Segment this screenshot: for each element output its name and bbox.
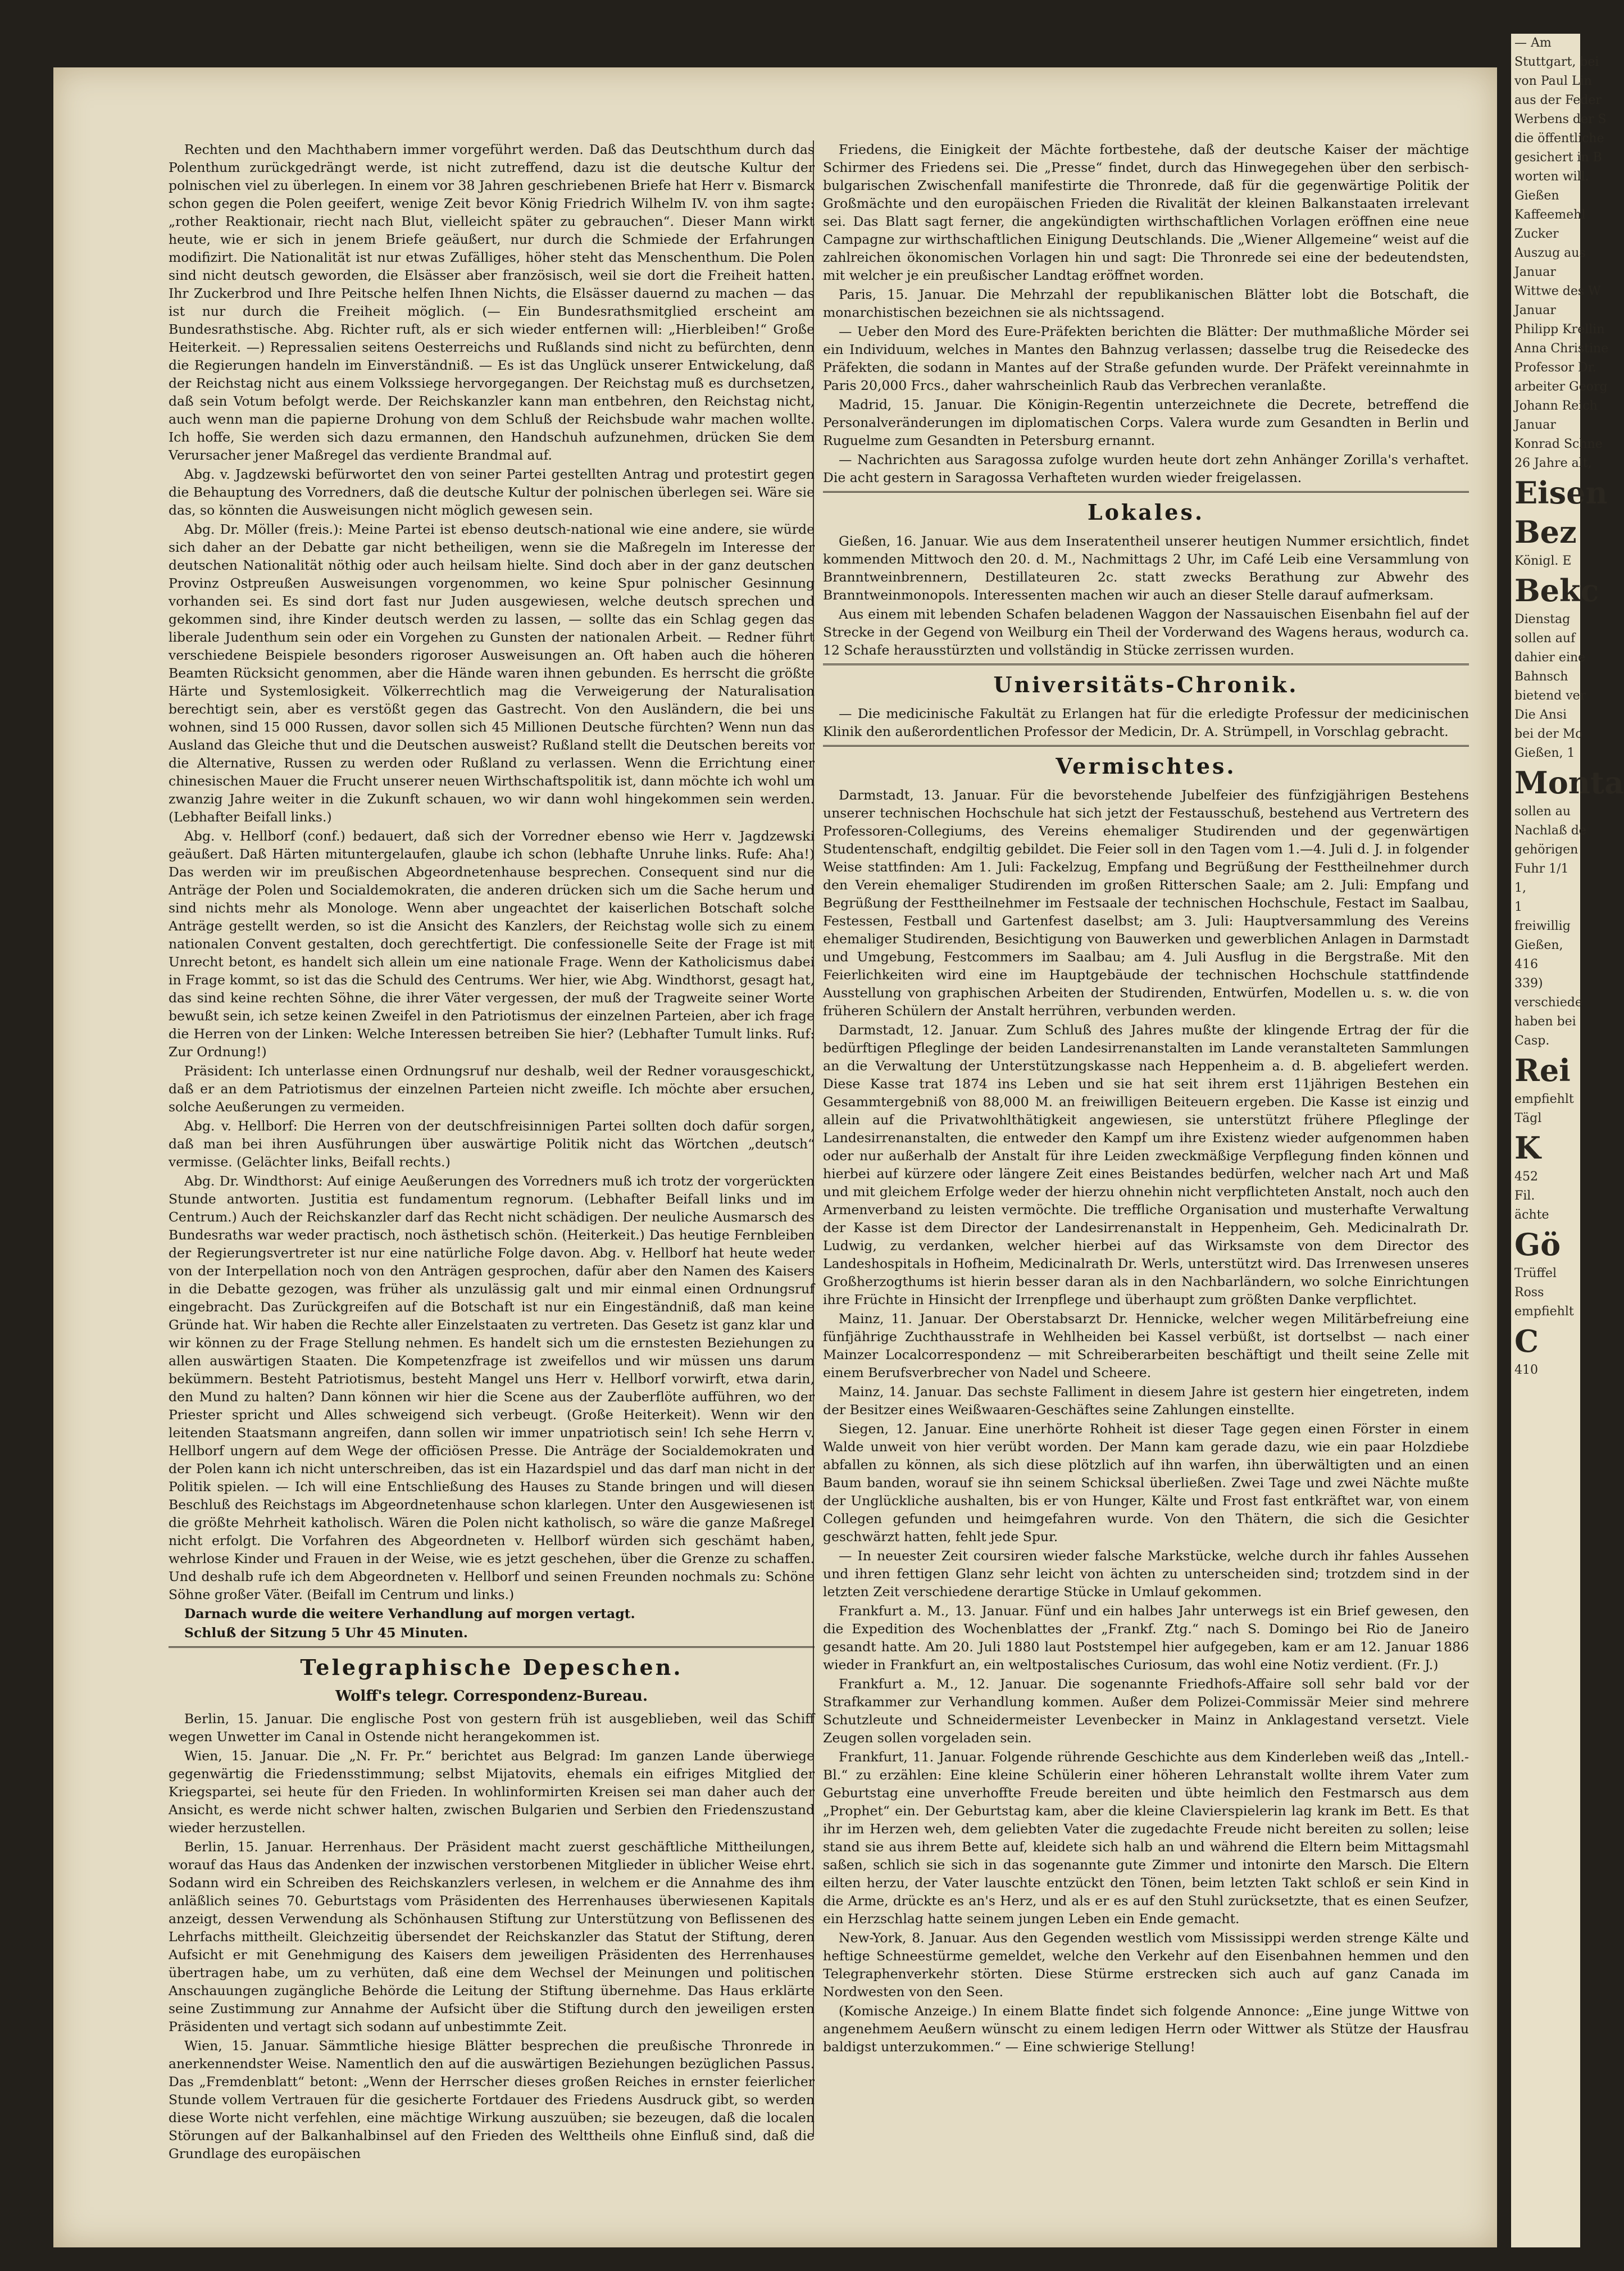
section-rule bbox=[823, 745, 1469, 747]
miscellaneous-news-item: Darmstadt, 12. Januar. Zum Schluß des Jahres mußte der klingende Ertrag der für die bedürftigen Pfleglinge der beiden Landesirrenanstalten im Lande veranstalteten Sammlungen an die Verwaltung der Unterstützungskasse nach Heppenheim a. d. B. abgeliefert werden. Diese Kasse trat 1874 ins Leben und sie hat seit ihrem erst 11jährigen Bestehen ein Gesammtergebniß von 88,000 M. an freiwilligen Beiteuern ergeben. Die Kasse ist einzig und allein auf die Privatwohlthätigkeit angewiesen, sie unterstützt frühere Pfleglinge der Landesirrenanstalten, die entweder den Kampf um ihre Existenz wieder aufgenommen haben oder nur außerhalb der Anstalt für ihre Leiden zweckmäßige Verpflegung finden können und hierbei auf kürzere oder längere Zeit eines Beistandes bedürfen, welcher nach Art und Maß und mit gleichem Erfolge weder der hierzu ohnehin nicht verpflichteten Anstalt, noch auch den Armenverband zu leisten vermöchte. Die treffliche Organisation und musterhafte Verwaltung der Kasse ist dem Director der Landesirrenanstalt in Heppenheim, Geh. Medicinalrath Dr. Ludwig, zu verdanken, welcher hierbei auf das Wirksamste von dem Director des Landeshospitals in Hofheim, Medicinalrath Dr. Werls, unterstützt wird. Das Irrenwesen unseres Großherzogthums ist hierin besser daran als in den Nachbarländern, wo solche Einrichtungen ihre Früchte in Hinsicht der Irrenpflege und überhaupt zum größten Danke verpflichtet. bbox=[823, 1022, 1469, 1307]
neighbor-text-line: Januar bbox=[1514, 265, 1556, 279]
neighbor-text-line: sollen auf bbox=[1514, 632, 1576, 646]
article-paragraph: Abg. v. Jagdzewski befürwortet den von seiner Partei gestellten Antrag und protestirt gegen die Behauptung des Vorredners, daß die deutsche Kultur der polnischen überlegen sei. Wäre sie das, so könnten die Ausweisungen nicht möglich gewesen sein. bbox=[169, 466, 815, 518]
neighbor-text-line: sollen au bbox=[1514, 805, 1571, 819]
section-title-telegrams: Telegraphische Depeschen. bbox=[300, 1655, 683, 1680]
neighbor-text-line: Fuhr 1/1 bbox=[1514, 862, 1569, 876]
neighbor-text-line: empfiehlt bbox=[1514, 1305, 1574, 1319]
neighbor-text-line: freiwillig bbox=[1514, 919, 1571, 933]
neighbor-text-line: Rei bbox=[1514, 1052, 1571, 1088]
telegram-item: Paris, 15. Januar. Die Mehrzahl der republikanischen Blätter lobt die Botschaft, die monarchistischen bezeichnen sie als nichtssagend. bbox=[823, 287, 1469, 320]
neighbor-text-line: Bekc bbox=[1514, 573, 1599, 608]
neighbor-text-line: arbeiter Georg bbox=[1514, 380, 1608, 394]
telegram-item: Wien, 15. Januar. Die „N. Fr. Pr.“ berichtet aus Belgrad: Im ganzen Lande überwiege gegenwärtig die Friedensstimmung; selbst Mijatovits, ehemals ein eifriges Mitglied der Kriegspartei, sei heute für den Frieden. In wohlinformirten Kreisen sei man daher auch der Ansicht, es werde nicht schwer halten, zwischen Bulgarien und Serbien den Friedenszustand wieder herzustellen. bbox=[169, 1748, 815, 1836]
local-news-item: Gießen, 16. Januar. Wie aus dem Inseratentheil unserer heutigen Nummer ersichtlich, findet kommenden Mittwoch den 20. d. M., Nachmittags 2 Uhr, im Café Leib eine Versammlung von Branntweinbrennern, Destillateuren 2c. statt zwecks Berathung zur Abwehr des Branntweinmonopols. Interessenten machen wir auch an dieser Stelle darauf aufmerksam. bbox=[823, 533, 1469, 603]
telegram-item: Wien, 15. Januar. Sämmtliche hiesige Blätter besprechen die preußische Thronrede in anerkennendster Weise. Namentlich den auf die auswärtigen Beziehungen bezüglichen Passus. Das „Fremdenblatt“ betont: „Wenn der Herrscher dieses großen Reiches in ernster feierlicher Stunde vollem Vertrauen für die gesicherte Fortdauer des Friedens Ausdruck gibt, so werden diese Worte nicht verfehlen, eine mächtige Wirkung auszuüben; sie bezeugen, daß die localen Störungen auf der Balkanhalbinsel auf den Frieden des Welttheils ohne Einfluß sind, daß die Grundlage des europäischen bbox=[169, 2038, 815, 2161]
parliament-report bbox=[169, 140, 815, 1642]
neighbor-text-line: bietend ver bbox=[1514, 689, 1586, 703]
local-news-item: Aus einem mit lebenden Schafen beladenen Waggon der Nassauischen Eisenbahn fiel auf der Strecke in der Gegend von Weilburg ein Theil der Vorderwand des Wagens heraus, wodurch ca. 12 Schafe herausstürzten und vollständig in Stücke zerrissen wurden. bbox=[823, 606, 1469, 658]
article-paragraph: Abg. Dr. Windthorst: Auf einige Aeußerungen des Vorredners muß ich trotz der vorgerückten Stunde antworten. Justitia est fundamentum regnorum. (Lebhafter Beifall links und im Centrum.) Auch der Reichskanzler darf das Recht nicht schädigen. Der neuliche Ausmarsch des Bundesraths war weder practisch, noch ästhetisch schön. (Heiterkeit.) Das heutige Fernbleiben der Regierungsvertreter ist nur eine natürliche Folge davon. Abg. v. Hellborf hat heute weder von der Interpellation noch von den Anträgen gesprochen, dafür aber den Namen des Kaisers in die Debatte gezogen, was früher als unzulässig galt und mir einmal einen Ordnungsruf eingebracht. Das Zurückgreifen auf die Botschaft ist nur ein Eingeständniß, daß man keine Gründe hat. Wir haben die Rechte aller Einzelstaaten zu vertreten. Das Gesetz ist ganz klar und wir können zu der Frage Stellung nehmen. Es handelt sich um die ernstesten Beziehungen zu allen auswärtigen Staaten. Die Kompetenzfrage ist zweifellos und wir müssen uns darum bekümmern. Besteht Patriotismus, besteht Mangel uns Herr v. Hellborf vorwirft, etwa darin, den Mund zu halten? Dann können wir hier die Scene aus der Zauberflöte aufführen, wo der Priester spricht und Alles schweigend sich verbeugt. (Große Heiterkeit). Wenn wir den leitenden Staatsmann angreifen, dann sollen wir immer unpatriotisch sein! Ich sehe Herrn v. Hellborf ungern auf dem Wege der officiösen Presse. Die Anträge der Socialdemokraten und der Polen kann ich nicht unterschreiben, das ist ein Hazardspiel und das darf man nicht in der Politik spielen. — Ich will eine Entschließung des Hauses zu Stande bringen und will diesen Beschluß des Reichstags im Abgeordnetenhause schon klarlegen. Unter den Ausgewiesenen ist die größte Mehrheit katholisch. Wären die Polen nicht katholisch, so wäre die ganze Maßregel nicht erfolgt. Die Vorfahren des Abgeordneten v. Hellborf würden sich geschämt haben, wehrlose Kinder und Frauen in der Weise, wie es jetzt geschehen, über die Grenze zu schaffen. Und deshalb rufe ich dem Abgeordneten v. Hellborf und seinen Freunden nochmals zu: Schöne Söhne großer Väter. (Beifall im Centrum und links.) bbox=[169, 1173, 815, 1602]
article-paragraph: Rechten und den Machthabern immer vorgeführt werden. Daß das Deutschthum durch das Polenthum zurückgedrängt werde, ist nicht zutreffend, dazu ist die deutsche Kultur der polnischen viel zu überlegen. In einem vor 38 Jahren geschriebenen Briefe hat Herr v. Bismarck schon gegen die Polen geeifert, wenige Zeit bevor König Friedrich Wilhelm IV. von ihm sagte: „rother Reaktionair, riecht nach Blut, vielleicht später zu gebrauchen“. Dieser Mann wirkt heute, wie er sich in jenem Briefe geäußert, nur durch die Schmiede der Erfahrungen modifizirt. Die Nationalität ist nur etwas Zufälliges, höher steht das Menschenthum. Die Polen sind nicht deutsch geworden, die Elsässer aber französisch, weil sie dort die Freiheit hatten. Ihr Zuckerbrod und Ihre Peitsche helfen Ihnen Nichts, die Elsässer dauernd zu machen — das ist nur durch die Freiheit möglich. (— Ein Bundesrathsmitglied erscheint am Bundesrathstische. Abg. Richter ruft, als er sich wieder entfernen will: „Hierbleiben!“ Große Heiterkeit. —) Repressalien seitens Oesterreichs und Rußlands sind nicht zu befürchten, denn die Regierungen handeln im Einverständniß. — Es ist das Unglück unserer Entwickelung, daß der Reichstag nicht aus einem Volkssiege hervorgegangen. Der Reichstag muß es durchsetzen, daß sein Votum befolgt werde. Der Reichskanzler kann man entbehren, den Reichstag nicht, auch wenn man die papierne Drohung von dem Schluß der Reichsbude wahr machen wollte. Ich hoffe, Sie werden sich dazu ermannen, den Handschuh aufzunehmen, drücken Sie dem Verursacher jener Maßregel das verdiente Brandmal auf. bbox=[169, 142, 815, 463]
university-news-item: — Die medicinische Fakultät zu Erlangen hat für die erledigte Professur der medicinischen Klinik den außerordentlichen Professor der Medicin, Dr. A. Strümpell, in Vorschlag gebracht. bbox=[823, 706, 1469, 739]
left-column bbox=[169, 140, 815, 2164]
neighbor-text-line: die öffentliche bbox=[1514, 131, 1604, 146]
neighbor-text-line: 339) bbox=[1514, 976, 1543, 991]
miscellaneous-news-item: Mainz, 14. Januar. Das sechste Falliment in diesem Jahre ist gestern hier eingetreten, indem der Besitzer eines Weißwaaren-Geschäftes seine Zahlungen einstellte. bbox=[823, 1384, 1469, 1418]
neighbor-text-line: 26 Jahre alt, bbox=[1514, 456, 1592, 470]
section-title-vermischtes: Vermischtes. bbox=[1056, 753, 1236, 779]
telegram-item: Berlin, 15. Januar. Die englische Post von gestern früh ist ausgeblieben, weil das Schiff wegen Unwetter im Canal in Ostende nicht herangekommen ist. bbox=[169, 1711, 815, 1745]
section-rule bbox=[169, 1646, 815, 1648]
miscellaneous-news-item: Frankfurt a. M., 12. Januar. Die sogenannte Friedhofs-Affaire soll sehr bald vor der Strafkammer zur Verhandlung kommen. Außer dem Polizei-Commissär Meier sind mehrere Schutzleute und Schneidermeister Levenbecker in Mainz in Anklagestand versetzt. Viele Zeugen sollen vorgeladen sein. bbox=[823, 1676, 1469, 1746]
neighbor-text-line: ächte bbox=[1514, 1208, 1549, 1222]
neighbor-text-line: bei der Mo bbox=[1514, 727, 1583, 741]
neighbor-text-line: Die Ansi bbox=[1514, 708, 1567, 722]
neighbor-text-line: Januar bbox=[1514, 418, 1556, 432]
neighbor-text-line: empfiehlt bbox=[1514, 1092, 1574, 1106]
neighbor-text-line: Professor Dr. bbox=[1514, 361, 1596, 375]
neighbor-text-line: Königl. E bbox=[1514, 554, 1572, 568]
neighbor-text-line: Ross bbox=[1514, 1286, 1544, 1300]
article-paragraph: Darnach wurde die weitere Verhandlung auf morgen vertagt. bbox=[184, 1606, 635, 1622]
telegram-item: — Ueber den Mord des Eure-Präfekten berichten die Blätter: Der muthmaßliche Mörder sei ein Individuum, welches in Mantes den Bahnzug verlassen; dasselbe trug die Reisedecke des Präfekten, die sodann in Mantes auf der Straße gefunden wurde. Der Präfekt vereinnahmte in Paris 20,000 Frcs., daher wahrscheinlich Raub das Verbrechen veranlaßte. bbox=[823, 324, 1469, 393]
neighbor-text-line: Gießen bbox=[1514, 189, 1559, 203]
section-title-universitaets-chronik: Universitäts-Chronik. bbox=[993, 672, 1299, 697]
article-paragraph: Präsident: Ich unterlasse einen Ordnungsruf nur deshalb, weil der Redner vorausgeschickt, daß er an dem Patriotismus der einzelnen Parteien nicht zweifle. Ich möchte aber ersuchen, solche Aeußerungen zu vermeiden. bbox=[169, 1063, 815, 1115]
neighbor-text-line: Johann Reich bbox=[1514, 399, 1598, 413]
right-column bbox=[823, 140, 1469, 2057]
telegrams-continued bbox=[823, 140, 1469, 487]
neighbor-text-line: Werbens der S bbox=[1514, 112, 1607, 126]
neighbor-text-line: Casp. bbox=[1514, 1034, 1550, 1048]
neighbor-text-line: 410 bbox=[1514, 1363, 1538, 1377]
neighbor-text-line: Anna Christine bbox=[1514, 342, 1609, 356]
neighbor-text-line: Bez bbox=[1514, 514, 1577, 550]
neighbor-text-line: Dienstag bbox=[1514, 612, 1571, 626]
article-paragraph: Abg. v. Hellborf (conf.) bedauert, daß sich der Vorredner ebenso wie Herr v. Jagdzewski geäußert. Daß Härten mituntergelaufen, glaube ich schon (lebhafte Unruhe links. Rufe: Aha!) Das werden wir im preußischen Abgeordnetenhause besprechen. Consequent sind nur die Anträge der Polen und Socialdemokraten, die anderen drücken sich um die Sache herum und sind nichts mehr als Monologe. Wenn aber ungeachtet der kaiserlichen Botschaft solche Anträge gestellt werden, so ist die Ansicht des Kanzlers, der Reichstag wolle sich zu einem nationalen Convent gestalten, doch gerechtfertigt. Die confessionelle Seite der Frage ist mit Unrecht betont, es handelt sich allein um eine nationale Frage. Wenn der Katholicismus dabei in Frage kommt, so ist das die Schuld des Centrums. Wer hier, wie Abg. Windthorst, gesagt hat, das sind keine rechten Söhne, die ihrer Väter vergessen, der muß der Tragweite seiner Worte bewußt sein, ich setze keinen Zweifel in den Patriotismus der einzelnen Parteien, aber ich frage die Herren von der Linken: Welche Interessen betreiben Sie hier? (Lebhafter Tumult links. Ruf: Zur Ordnung!) bbox=[169, 828, 815, 1060]
neighbor-text-line: Eisen bbox=[1514, 475, 1608, 511]
section-subtitle-wolff: Wolff's telegr. Correspondenz-Bureau. bbox=[335, 1688, 648, 1705]
neighbor-text-line: Monta bbox=[1514, 765, 1624, 801]
neighbor-text-line: gehörigen bbox=[1514, 843, 1578, 857]
miscellaneous-news-item: Frankfurt a. M., 13. Januar. Fünf und ein halbes Jahr unterwegs ist ein Brief gewesen, den die Expedition des Wochenblattes der „Frankf. Ztg.“ nach S. Domingo bei Rio de Janeiro gesandt hatte. Am 20. Juli 1880 laut Poststempel hier aufgegeben, kam er am 12. Januar 1886 wieder in Frankfurt an, ein weltpostalisches Curiosum, das wohl eine Notiz verdient. (Fr. J.) bbox=[823, 1603, 1469, 1673]
neighbor-text-line: Trüffel bbox=[1514, 1266, 1557, 1280]
section-rule bbox=[823, 664, 1469, 665]
neighbor-text-line: Tägl bbox=[1514, 1111, 1542, 1125]
neighbor-text-line: 416 bbox=[1514, 957, 1538, 971]
neighbor-text-line: Nachlaß de bbox=[1514, 824, 1586, 838]
neighbor-text-line: C bbox=[1514, 1323, 1539, 1359]
neighbor-text-line: Stuttgart, bei bbox=[1514, 55, 1599, 69]
article-paragraph: Schluß der Sitzung 5 Uhr 45 Minuten. bbox=[184, 1625, 468, 1641]
miscellaneous-news-item: Darmstadt, 13. Januar. Für die bevorstehende Jubelfeier des fünfzigjährigen Bestehens unserer technischen Hochschule hat sich jetzt der Festausschuß, bestehend aus Vertretern des Professoren-Collegiums, des Vereins ehemaliger Studirenden und der gegenwärtigen Studentenschaft, endgiltig gebildet. Die Feier soll in den Tagen vom 1.—4. Juli d. J. in folgender Weise stattfinden: Am 1. Juli: Fackelzug, Empfang und Begrüßung der Festtheilnehmer durch den Verein ehemaliger Studirenden im großen Ritterschen Saale; am 2. Juli: Empfang und Begrüßung der Festtheilnehmer im Festsaale der technischen Hochschule, Festact im Saalbau, Festessen, Festball und Gartenfest daselbst; am 3. Juli: Hauptversammlung des Vereins ehemaliger Studirenden, Besichtigung von Bauwerken und gewerblichen Anlagen in Darmstadt und Umgebung, Festcommers im Saalbau; am 4. Juli Ausflug in die Bergstraße. Mit den Feierlichkeiten wird eine im Hauptgebäude der technischen Hochschule stattfindende Ausstellung von graphischen Arbeiten der Studirenden, Entwürfen, Modellen u. s. w. die von früheren Schülern der Anstalt herrühren, verbunden werden. bbox=[823, 787, 1469, 1019]
lokales-articles bbox=[823, 532, 1469, 659]
neighbor-text-line: dahier eine bbox=[1514, 651, 1586, 665]
neighbor-text-line: Auszug aus bbox=[1514, 246, 1586, 260]
neighbor-text-line: 452 bbox=[1514, 1170, 1538, 1184]
telegrams bbox=[169, 1710, 815, 2163]
telegram-item: Berlin, 15. Januar. Herrenhaus. Der Präsident macht zuerst geschäftliche Mittheilungen, worauf das Haus das Andenken der inzwischen verstorbenen Mitglieder in üblicher Weise ehrt. Sodann wird ein Schreiben des Reichskanzlers verlesen, in welchem er die Annahme des ihm anläßlich seines 70. Geburtstags vom Präsidenten des Herrenhauses überwiesenen Kapitals anzeigt, dessen Verwendung als Schönhausen Stiftung zur Unterstützung von Beflissenen des Lehrfachs mittheilt. Gleichzeitig übersendet der Reichskanzler das Statut der Stiftung, deren Aufsicht er mit Genehmigung des Kaisers dem jeweiligen Präsidenten des Herrenhauses übertragen habe, um zu verhüten, daß eine dem Wechsel der Meinungen und politischen Anschauungen zugängliche Behörde die Leitung der Stiftung übernehme. Das Haus erklärte seine Zustimmung zur Annahme der Aufsicht über die Stiftung durch den jeweiligen ersten Präsidenten und vertagt sich sodann auf unbestimmte Zeit. bbox=[169, 1839, 815, 2034]
neighbor-text-line: Zucker bbox=[1514, 227, 1559, 241]
neighbor-text-line: Gö bbox=[1514, 1227, 1561, 1262]
neighbor-page-fragment bbox=[1511, 34, 1624, 2247]
neighbor-text-line: Bahnsch bbox=[1514, 670, 1568, 684]
miscellaneous-news-item: Siegen, 12. Januar. Eine unerhörte Rohheit ist dieser Tage gegen einen Förster in einem Walde unweit von hier verübt worden. Der Mann kam gerade dazu, wie ein paar Holzdiebe abfallen zu können, als sich diese plötzlich auf ihn warfen, ihn überwältigten und an einen Baum banden, worauf sie ihn seinem Schicksal überließen. Zwei Tage und zwei Nächte mußte der Unglückliche aushalten, bis er von Hunger, Kälte und Frost fast entkräftet war, von einem Collegen gefunden und heimgefahren wurde. Von den Thätern, die sich die Gesichter geschwärzt hatten, fehlt jede Spur. bbox=[823, 1421, 1469, 1545]
neighbor-text-line: aus der Feder bbox=[1514, 93, 1602, 107]
miscellaneous-news-item: (Komische Anzeige.) In einem Blatte findet sich folgende Annonce: „Eine junge Wittwe von angenehmem Aeußern wünscht zu einem ledigen Herrn oder Wittwer als Stütze der Hausfrau baldigst unterzukommen.“ — Eine schwierige Stellung! bbox=[823, 2003, 1469, 2055]
telegram-item: Madrid, 15. Januar. Die Königin-Regentin unterzeichnete die Decrete, betreffend die Personalveränderungen im diplomatischen Corps. Valera wurde zum Gesandten in Berlin und Ruguelme zum Gesandten in Petersburg ernannt. bbox=[823, 397, 1469, 448]
miscellaneous-news-item: Mainz, 11. Januar. Der Oberstabsarzt Dr. Hennicke, welcher wegen Militärbefreiung eine fünfjährige Zuchthausstrafe in Wehlheiden bei Kassel verbüßt, ist dortselbst — nach einer Mainzer Localcorrespondenz — mit Schreiberarbeiten beschäftigt und theilt seine Zelle mit einem Berufsverbrecher von Nadel und Scheere. bbox=[823, 1311, 1469, 1380]
neighbor-text-line: Wittwe des W bbox=[1514, 284, 1601, 298]
neighbor-text-line: worten will. bbox=[1514, 170, 1589, 184]
miscellaneous-news-item: Frankfurt, 11. Januar. Folgende rührende Geschichte aus dem Kinderleben weiß das „Intell.-Bl.“ zu erzählen: Eine kleine Schülerin einer höheren Lehranstalt wollte ihrem Vater zum Geburtstag eine unverhoffte Freude bereiten und übte heimlich den Festmarsch aus dem „Prophet“ ein. Der Geburtstag kam, aber die kleine Clavierspielerin lag krank im Bett. Es that ihr im Herzen weh, dem geliebten Vater die zugedachte Freude nicht bereiten zu sollen; leise stand sie aus ihrem Bette auf, kleidete sich halb an und während die Eltern beim Mittagsmahl saßen, schlich sie sich in das sogenannte gute Zimmer und intonirte den Marsch. Die Eltern eilten herzu, der Vater lauschte entzückt den Tönen, beim letzten Takt schloß er sein Kind in die Arme, drückte es an's Herz, und als er es auf den Stuhl zurücksetzte, that es einen Seufzer, ein Herzschlag hatte seinem jungen Leben ein Ende gemacht. bbox=[823, 1749, 1469, 1927]
neighbor-text-line: Konrad Schne bbox=[1514, 437, 1603, 451]
neighbor-text-line: haben bei bbox=[1514, 1015, 1576, 1029]
neighbor-text-line: K bbox=[1514, 1130, 1541, 1166]
section-title-lokales: Lokales. bbox=[1087, 499, 1205, 525]
telegram-item: Friedens, die Einigkeit der Mächte fortbestehe, daß der deutsche Kaiser der mächtige Schirmer des Friedens sei. Die „Presse“ findet, durch das Hinwegegehen über den serbisch-bulgarischen Zwischenfall manifestirte die Thronrede, daß für die gegenwärtige Politik der Großmächte und den europäischen Frieden die Rivalität der kleinen Balkanstaaten irrelevant sei. Das Blatt sagt ferner, die angekündigten wirthschaftlichen Vorlagen eröffnen eine neue Campagne zur wirthschaftlichen Einigung Deutschlands. Die „Wiener Allgemeine“ weist auf die zahlreichen ökonomischen Vorlagen hin und sagt: Die Thronrede sei eine der bedeutendsten, mit welcher je ein preußischer Landtag eröffnet worden. bbox=[823, 142, 1469, 283]
neighbor-text-line: 1, bbox=[1514, 881, 1526, 895]
miscellaneous-news-item: — In neuester Zeit coursiren wieder falsche Markstücke, welche durch ihr fahles Aussehen und ihren fettigen Glanz sehr leicht von ächten zu unterscheiden sind; trotzdem sind in der letzten Zeit verschiedene derartige Stücke in Umlauf gekommen. bbox=[823, 1548, 1469, 1600]
neighbor-text-line: Gießen, bbox=[1514, 938, 1563, 952]
neighbor-text-line: 1 bbox=[1514, 900, 1522, 914]
uni-articles bbox=[823, 705, 1469, 741]
neighbor-text-line: von Paul Lin bbox=[1514, 74, 1592, 88]
neighbor-text-line: Gießen, 1 bbox=[1514, 746, 1575, 760]
neighbor-text-line: — Am bbox=[1514, 36, 1552, 50]
miscellaneous-news-item: New-York, 8. Januar. Aus den Gegenden westlich vom Mississippi werden strenge Kälte und heftige Schneestürme gemeldet, welche den Verkehr auf den Eisenbahnen hemmen und den Telegraphenverkehr störten. Diese Stürme erstrecken sich auch auf ganz Canada im Nordwesten von den Seen. bbox=[823, 1930, 1469, 2000]
neighbor-text-line: verschiede bbox=[1514, 996, 1582, 1010]
neighbor-text-line: Philipp Krellin bbox=[1514, 323, 1605, 337]
neighbor-text-line: gesichert in B bbox=[1514, 151, 1602, 165]
telegram-item: — Nachrichten aus Saragossa zufolge wurden heute dort zehn Anhänger Zorilla's verhaftet. Die acht gestern in Saragossa Verhafteten wurden wieder freigelassen. bbox=[823, 452, 1469, 485]
neighbor-text-line: Fil. bbox=[1514, 1189, 1535, 1203]
vermischtes-articles bbox=[823, 786, 1469, 2056]
neighbor-text-line: Januar bbox=[1514, 303, 1556, 317]
article-paragraph: Abg. Dr. Möller (freis.): Meine Partei ist ebenso deutsch-national wie eine andere, sie würde sich daher an der Debatte gar nicht betheiligen, wenn sie die Maßregeln im Interesse der deutschen Nationalität nöthig oder auch heilsam hielte. Sind doch aber in der ganz deutschen Provinz Ostpreußen Ausweisungen vorgenommen, wo keine Spur polnischer Gesinnung vorhanden sei. Es sind dort fast nur Juden ausgewiesen, welche deutsch sprechen und gekommen sind, ihre Kinder deutsch werden zu lassen, — sollte das ein Schlag gegen das liberale Judenthum sein oder ein Vorgehen zu Gunsten der nationalen Arbeit. — Redner führt verschiedene Beispiele besonders rigoroser Ausweisungen an. Oft haben auch die höheren Beamten Rücksicht genommen, aber die Hände waren ihnen gebunden. Es herrscht die größte Härte und Systemlosigkeit. Völkerrechtlich mag die Verweigerung der Naturalisation berechtigt sein, aber es verstößt gegen das Gastrecht. Von den Ausländern, die bei uns wohnen, sind 15 000 Russen, davor sollen sich 45 Millionen Deutsche fürchten? Wenn nun das Ausland das Gleiche thut und die Deutschen ausweist? Rußland stellt die Deutschen bereits vor die Alternative, Russen zu werden oder Rußland zu verlassen. Wenn die Errichtung einer chinesischen Mauer die Frucht unserer neuen Wirthschaftspolitik ist, dann möchte ich wohl um zwanzig Jahre weiter in die Zukunft schauen, wo wir dann wohl hingekommen sein werden. (Lebhafter Beifall links.) bbox=[169, 521, 815, 825]
neighbor-text-line: Kaffeemehl bbox=[1514, 208, 1586, 222]
section-rule bbox=[823, 491, 1469, 493]
article-paragraph: Abg. v. Hellborf: Die Herren von der deutschfreisinnigen Partei sollten doch dafür sorgen, daß man bei ihren Ausführungen über auswärtige Politik nicht das Wörtchen „deutsch“ vermisse. (Gelächter links, Beifall rechts.) bbox=[169, 1118, 815, 1170]
